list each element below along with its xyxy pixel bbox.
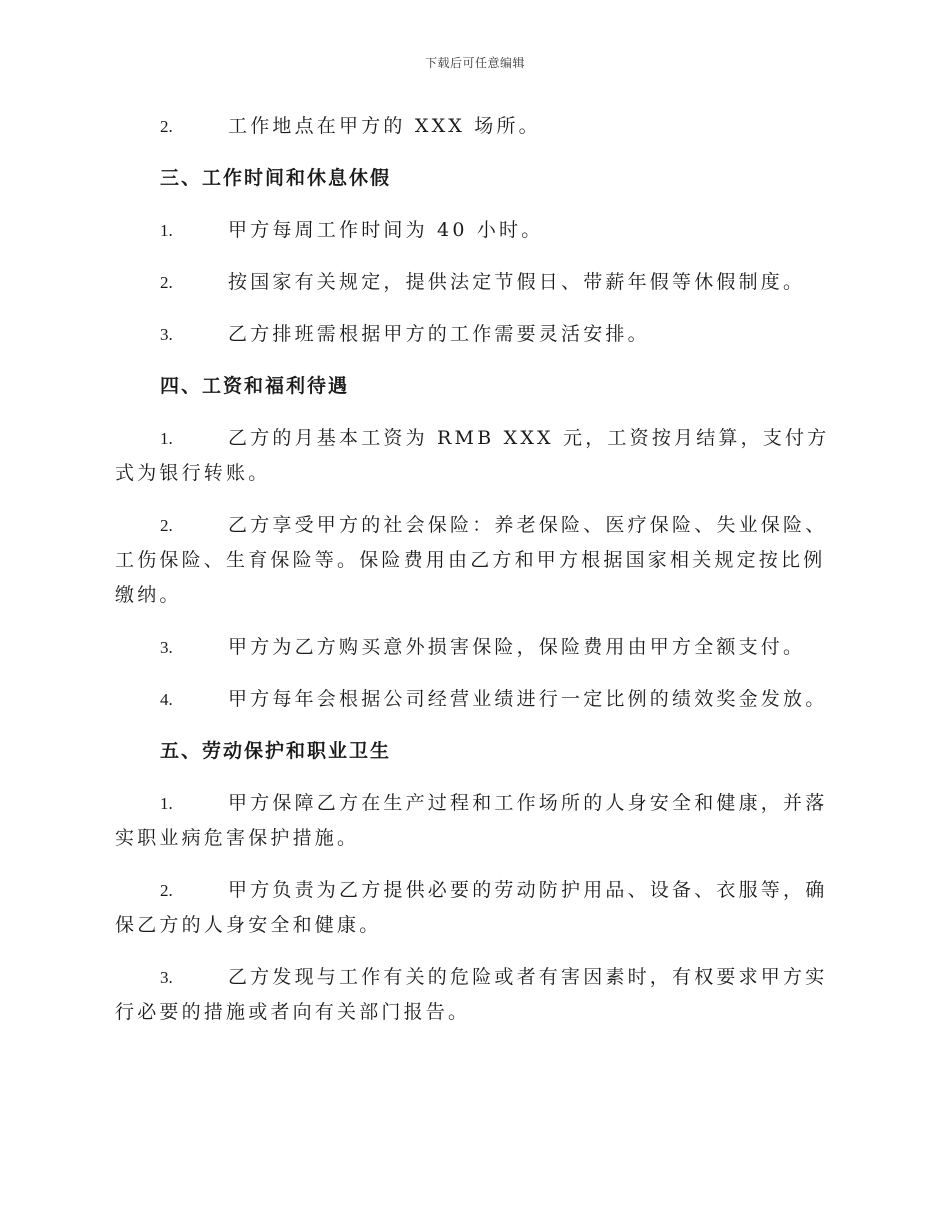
list-item bbox=[115, 109, 835, 144]
item-text: 按国家有关规定，提供法定节假日、带薪年假等休假制度。 bbox=[228, 271, 806, 293]
list-item bbox=[115, 213, 835, 248]
list-item bbox=[115, 317, 835, 352]
item-number: 3. bbox=[160, 968, 173, 987]
list-item bbox=[115, 265, 835, 300]
item-text: 甲方负责为乙方提供必要的劳动防护用品、设备、衣服等，确保乙方的人身安全和健康。 bbox=[115, 879, 828, 936]
page-header: 下载后可任意编辑 bbox=[424, 56, 525, 70]
item-text: 甲方每周工作时间为 40 小时。 bbox=[228, 219, 544, 241]
item-number: 2. bbox=[160, 881, 173, 900]
item-text: 工作地点在甲方的 XXX 场所。 bbox=[228, 115, 541, 137]
item-number: 3. bbox=[160, 325, 173, 344]
section-heading: 四、工资和福利待遇 bbox=[160, 375, 350, 397]
list-item bbox=[115, 960, 835, 1030]
document-body bbox=[115, 109, 835, 1047]
item-number: 2. bbox=[160, 117, 173, 136]
list-item bbox=[115, 786, 835, 856]
item-text: 乙方享受甲方的社会保险：养老保险、医疗保险、失业保险、工伤保险、生育保险等。保险费用由乙方和甲方根据国家相关规定按比例缴纳。 bbox=[115, 514, 828, 606]
list-item bbox=[115, 508, 835, 613]
item-text: 甲方每年会根据公司经营业绩进行一定比例的绩效奖金发放。 bbox=[228, 688, 828, 710]
list-item bbox=[115, 873, 835, 943]
section-heading: 三、工作时间和休息休假 bbox=[160, 167, 392, 189]
list-item bbox=[115, 421, 835, 491]
item-text: 乙方发现与工作有关的危险或者有害因素时，有权要求甲方实行必要的措施或者向有关部门报告。 bbox=[115, 966, 828, 1023]
list-item bbox=[115, 630, 835, 665]
item-number: 1. bbox=[160, 221, 173, 240]
item-number: 1. bbox=[160, 794, 173, 813]
section-heading: 五、劳动保护和职业卫生 bbox=[160, 740, 392, 762]
item-number: 3. bbox=[160, 638, 173, 657]
item-text: 甲方保障乙方在生产过程和工作场所的人身安全和健康，并落实职业病危害保护措施。 bbox=[115, 792, 828, 849]
item-number: 2. bbox=[160, 516, 173, 535]
item-number: 2. bbox=[160, 273, 173, 292]
item-text: 甲方为乙方购买意外损害保险，保险费用由甲方全额支付。 bbox=[228, 636, 806, 658]
list-item bbox=[115, 682, 835, 717]
item-number: 4. bbox=[160, 690, 173, 709]
item-number: 1. bbox=[160, 429, 173, 448]
item-text: 乙方的月基本工资为 RMB XXX 元，工资按月结算，支付方式为银行转账。 bbox=[115, 427, 830, 484]
item-text: 乙方排班需根据甲方的工作需要灵活安排。 bbox=[228, 323, 650, 345]
